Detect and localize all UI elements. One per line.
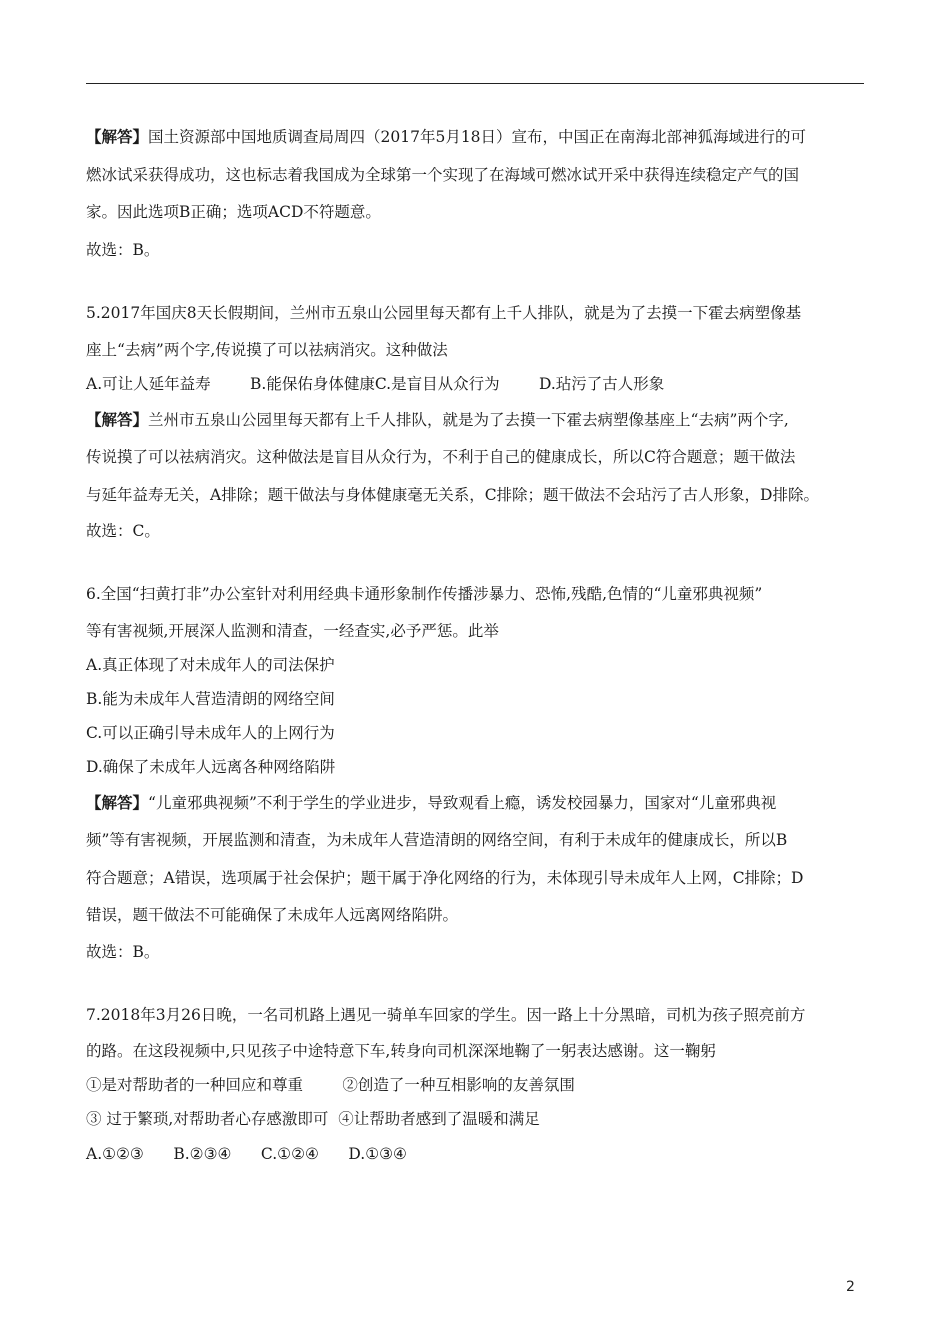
answer-tag: 【解答】: [86, 792, 149, 812]
q5-conclusion: 故选：C。: [86, 522, 160, 540]
q6-conclusion: 故选：B。: [86, 942, 160, 961]
q5-block: [86, 295, 868, 548]
q7-statement-1: ①是对帮助者的一种回应和尊重 ②创造了一种互相影响的友善氛围: [86, 1076, 575, 1094]
q6-block: [86, 576, 868, 969]
q6-answer-line-3: 符合题意；A错误，选项属于社会保护；题干属于净化网络的行为，未体现引导未成年人上网，C排除；D: [86, 868, 804, 887]
q6-option-a: A.真正体现了对未成年人的司法保护: [86, 655, 335, 674]
answer-tag: 【解答】: [86, 127, 149, 146]
spacer: [86, 969, 868, 997]
q5-answer-line-3: 与延年益寿无关，A排除；题干做法与身体健康毫无关系，C排除；题干做法不会玷污了古人形象，D排除。: [86, 485, 819, 504]
document-body: [86, 118, 868, 1174]
q4-answer-block: [86, 118, 868, 269]
q5-answer-line-1: 【解答】兰州市五泉山公园里每天都有上千人排队，就是为了去摸一下霍去病塑像基座上“去病”两个字,: [86, 409, 789, 429]
header-rule: [86, 83, 864, 84]
q7-options: A.①②③ B.②③④ C.①②④ D.①③④: [86, 1145, 407, 1163]
q6-answer-line-4: 错误，题干做法不可能确保了未成年人远离网络陷阱。: [86, 906, 459, 924]
spacer: [86, 269, 868, 295]
q4-answer-line-2: 燃冰试采获得成功，这也标志着我国成为全球第一个实现了在海域可燃冰试开采中获得连续稳定产气的国: [86, 165, 800, 184]
q5-options: A.可让人延年益寿 B.能保佑身体健康C.是盲目从众行为 D.玷污了古人形象: [86, 374, 665, 393]
q6-stem-line-1: 6.全国“扫黄打非”办公室针对利用经典卡通形象制作传播涉暴力、恐怖,残酷,色情的“儿童邪典视频”: [86, 585, 763, 603]
q4-answer-line-3: 家。因此选项B正确；选项ACD不符题意。: [86, 203, 381, 221]
q7-statement-2: ③ 过于繁琐,对帮助者心存感激即可 ④让帮助者感到了温暖和满足: [86, 1110, 540, 1128]
page-number: 2: [846, 1279, 855, 1295]
q6-answer-line-2: 频”等有害视频，开展监测和清查，为未成年人营造清朗的网络空间，有利于未成年的健康成长，所以B: [86, 831, 788, 849]
q7-stem-line-2: 的路。在这段视频中,只见孩子中途特意下车,转身向司机深深地鞠了一躬表达感谢。这一鞠躬: [86, 1042, 716, 1060]
spacer: [86, 548, 868, 576]
q4-answer-line-1: 【解答】国土资源部中国地质调查局周四（2017年5月18日）宣布，中国正在南海北部神狐海域进行的可: [86, 127, 807, 146]
q5-answer-line-2: 传说摸了可以祛病消灾。这种做法是盲目从众行为，不利于自己的健康成长，所以C符合题意；题干做法: [86, 448, 796, 466]
q6-option-d: D.确保了未成年人远离各种网络陷阱: [86, 757, 336, 776]
q7-block: [86, 997, 868, 1174]
q6-stem-line-2: 等有害视频,开展深人监测和清查，一经查实,必予严惩。此举: [86, 621, 499, 640]
answer-tag: 【解答】: [86, 409, 149, 429]
q5-stem-line-1: 5.2017年国庆8天长假期间，兰州市五泉山公园里每天都有上千人排队，就是为了去摸一下霍去病塑像基: [86, 304, 802, 322]
q6-option-c: C.可以正确引导未成年人的上网行为: [86, 723, 335, 742]
q5-stem-line-2: 座上“去病”两个字,传说摸了可以祛病消灾。这种做法: [86, 340, 448, 359]
q6-option-b: B.能为未成年人营造清朗的网络空间: [86, 689, 335, 708]
q6-answer-line-1: 【解答】“儿童邪典视频”不利于学生的学业进步，导致观看上瘾，诱发校园暴力，国家对“儿童邪典视: [86, 792, 777, 812]
q4-conclusion: 故选：B。: [86, 240, 160, 259]
q7-stem-line-1: 7.2018年3月26日晚，一名司机路上遇见一骑单车回家的学生。因一路上十分黑暗，司机为孩子照亮前方: [86, 1005, 806, 1024]
